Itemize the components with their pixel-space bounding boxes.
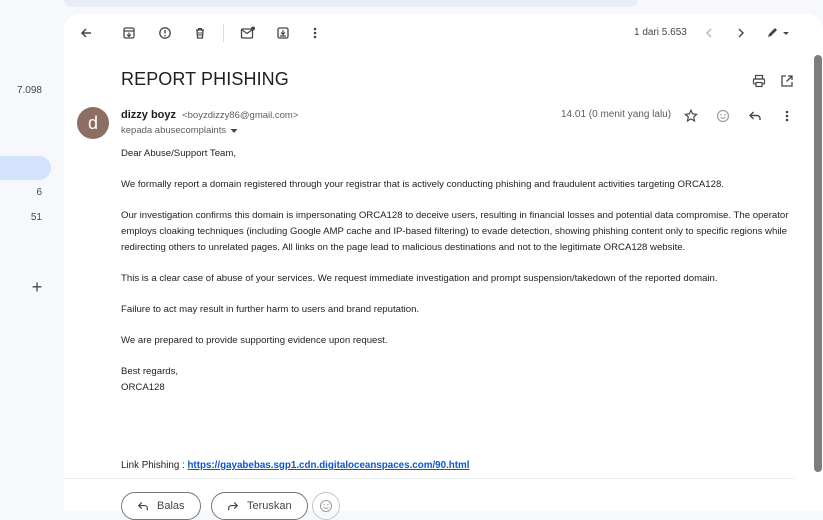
plus-icon[interactable]: +: [31, 277, 43, 297]
body-greeting: Dear Abuse/Support Team,: [121, 148, 237, 159]
back-arrow-icon[interactable]: [77, 24, 95, 42]
body-closing: Best regards,: [121, 366, 179, 378]
phishing-link-line: [121, 460, 469, 471]
archive-icon[interactable]: [120, 24, 138, 42]
sender-name[interactable]: dizzy boyz: [121, 109, 177, 121]
inbox-count: 7.098: [16, 85, 42, 96]
delete-icon[interactable]: [191, 24, 209, 42]
report-spam-icon[interactable]: [156, 24, 174, 42]
chevron-left-icon[interactable]: [700, 24, 718, 42]
body-signature: ORCA128: [121, 381, 165, 393]
toolbar-divider: [223, 24, 224, 42]
sender-email: <boyzdizzy86@gmail.com>: [182, 110, 299, 121]
reply-label: Balas: [157, 500, 185, 512]
link-label: Link Phishing :: [121, 460, 188, 471]
recipient-line[interactable]: [121, 125, 238, 136]
search-bar-edge: [64, 0, 638, 7]
divider: [64, 478, 794, 479]
open-new-window-icon[interactable]: [778, 72, 796, 90]
forward-label: Teruskan: [247, 500, 292, 512]
body-paragraph: This is a clear case of abuse of your services. We request immediate investigation and prompt suspension/takedown of the reported domain.: [121, 272, 718, 284]
reply-icon: [137, 500, 149, 512]
rail-count-6: 6: [36, 187, 42, 198]
pager-count: 1 dari 5.653: [634, 27, 687, 38]
sender-line: [121, 109, 298, 121]
move-to-icon[interactable]: [274, 24, 292, 42]
body-paragraph: We formally report a domain registered through your registrar that is actively conducting phishing and fraudulent activities targeting ORCA128.: [121, 179, 724, 191]
phishing-link[interactable]: https://gayabebas.sgp1.cdn.digitaloceanspaces.com/90.html: [187, 460, 470, 471]
chevron-down-icon[interactable]: [230, 128, 238, 134]
message-more-icon[interactable]: [778, 107, 796, 125]
body-paragraph: We are prepared to provide supporting evidence upon request.: [121, 335, 388, 347]
star-icon[interactable]: [682, 107, 700, 125]
message-panel: [64, 14, 823, 511]
scrollbar[interactable]: [813, 52, 823, 472]
emoji-reaction-icon[interactable]: [714, 107, 732, 125]
body-paragraph: Failure to act may result in further harm to users and brand reputation.: [121, 303, 420, 315]
rail-count-51: 51: [30, 212, 42, 223]
message-toolbar: [64, 14, 823, 52]
forward-button[interactable]: [211, 492, 308, 520]
chevron-right-icon[interactable]: [732, 24, 750, 42]
emoji-reaction-button[interactable]: [312, 492, 340, 520]
reply-button[interactable]: [121, 492, 201, 520]
body-paragraph: Our investigation confirms this domain is impersonating ORCA128 to deceive users, resulting in financial losses and potential data compromise. The operator employs cloaking techniques (including Google AMP cache and IP-based filtering) to evade detection, showing phishing content only to specific regions while redirecting others to unrelated pages. All links on the page lead to malicious destinations and not to the legitimate ORCA128 website.: [121, 210, 789, 253]
scrollbar-thumb[interactable]: [814, 55, 822, 472]
sidebar-item-active[interactable]: [0, 156, 51, 180]
message-body: [121, 146, 801, 396]
more-vert-icon[interactable]: [306, 24, 324, 42]
pen-dropdown-icon[interactable]: [764, 24, 792, 42]
recipient-label: kepada abusecomplaints: [121, 125, 227, 136]
avatar[interactable]: d: [77, 107, 109, 139]
message-subject: REPORT PHISHING: [121, 69, 289, 89]
reply-icon[interactable]: [746, 107, 764, 125]
forward-icon: [227, 500, 239, 512]
left-rail: [0, 0, 64, 511]
message-date: 14.01 (0 menit yang lalu): [561, 109, 672, 120]
print-icon[interactable]: [750, 72, 768, 90]
mark-unread-icon[interactable]: [239, 24, 257, 42]
